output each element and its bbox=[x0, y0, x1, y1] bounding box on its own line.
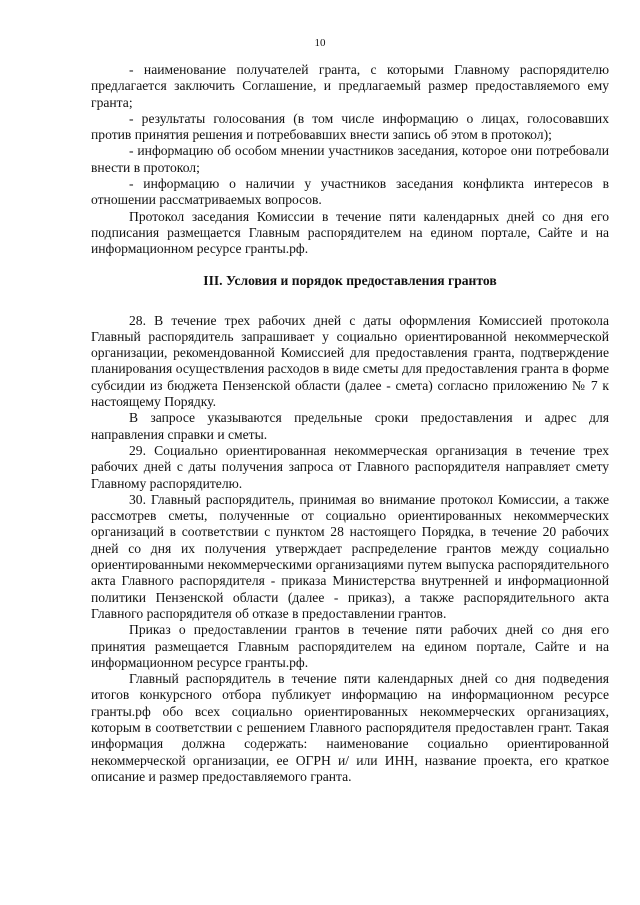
page-number: 10 bbox=[314, 37, 326, 49]
section-heading: III. Условия и порядок предоставления грантов bbox=[203, 272, 497, 288]
paragraph: - наименование получателей гранта, с которыми Главному распорядителю предлагается заключить Соглашение, и предлагаемый размер предоставляемого ему гранта; bbox=[91, 62, 609, 110]
document-body bbox=[91, 62, 609, 785]
paragraph: Протокол заседания Комиссии в течение пяти календарных дней со дня его подписания размещается Главным распорядителем на едином портале, Сайте и на информационном ресурсе гранты.рф. bbox=[91, 208, 609, 257]
paragraph: 29. Социально ориентированная некоммерческая организация в течение трех рабочих дней с даты получения запроса от Главного распорядителя направляет смету Главному распорядителю. bbox=[91, 442, 609, 491]
paragraph: В запросе указываются предельные сроки предоставления и адрес для направления справки и сметы. bbox=[91, 410, 609, 442]
paragraph: - результаты голосования (в том числе информацию о лицах, голосовавших против принятия решения и потребовавших внести запись об этом в протокол); bbox=[91, 110, 609, 143]
paragraph: Главный распорядитель в течение пяти календарных дней со дня подведения итогов конкурсного отбора публикует информацию на информационном ресурсе гранты.рф обо всех социально ориентированных некоммерческих организациях, которым в соответствии с решением Главного распорядителя предоставлен грант. Такая информация должна содержать: наименование социально ориентированной некоммерческой организации, ее ОГРН и/ или ИНН, название проекта, его краткое описание и размер предоставляемого гранта. bbox=[91, 671, 609, 784]
paragraph: 30. Главный распорядитель, принимая во внимание протокол Комиссии, а также рассмотрев сметы, полученные от социально ориентированных некоммерческих организаций в соответствии с пунктом 28 настоящего Порядка, в течение 20 рабочих дней со дня их получения утверждает распределение грантов между социально ориентированными некоммерческими организациями путем выпуска распорядительного акта Главного распорядителя - приказа Министерства внутренней и информационной политики Пензенской области (далее - приказ), а также распорядительного акта Главного распорядителя об отказе в предоставлении грантов. bbox=[91, 491, 609, 621]
paragraph: - информацию о наличии у участников заседания конфликта интересов в отношении рассматриваемых вопросов. bbox=[91, 176, 609, 208]
paragraph: 28. В течение трех рабочих дней с даты оформления Комиссией протокола Главный распорядитель запрашивает у социально ориентированной некоммерческой организации, рекомендованной Комиссией для предоставления гранта, подтверждение планирования осуществления расходов в виде сметы для предоставления гранта в форме субсидии из бюджета Пензенской области (далее - смета) согласно приложению № 7 к настоящему Порядку. bbox=[91, 312, 609, 410]
paragraph: - информацию об особом мнении участников заседания, которое они потребовали внести в протокол; bbox=[91, 143, 609, 175]
paragraph: Приказ о предоставлении грантов в течение пяти рабочих дней со дня его принятия размещается Главным распорядителем на едином портале, Сайте и на информационном ресурсе гранты.рф. bbox=[91, 622, 609, 670]
